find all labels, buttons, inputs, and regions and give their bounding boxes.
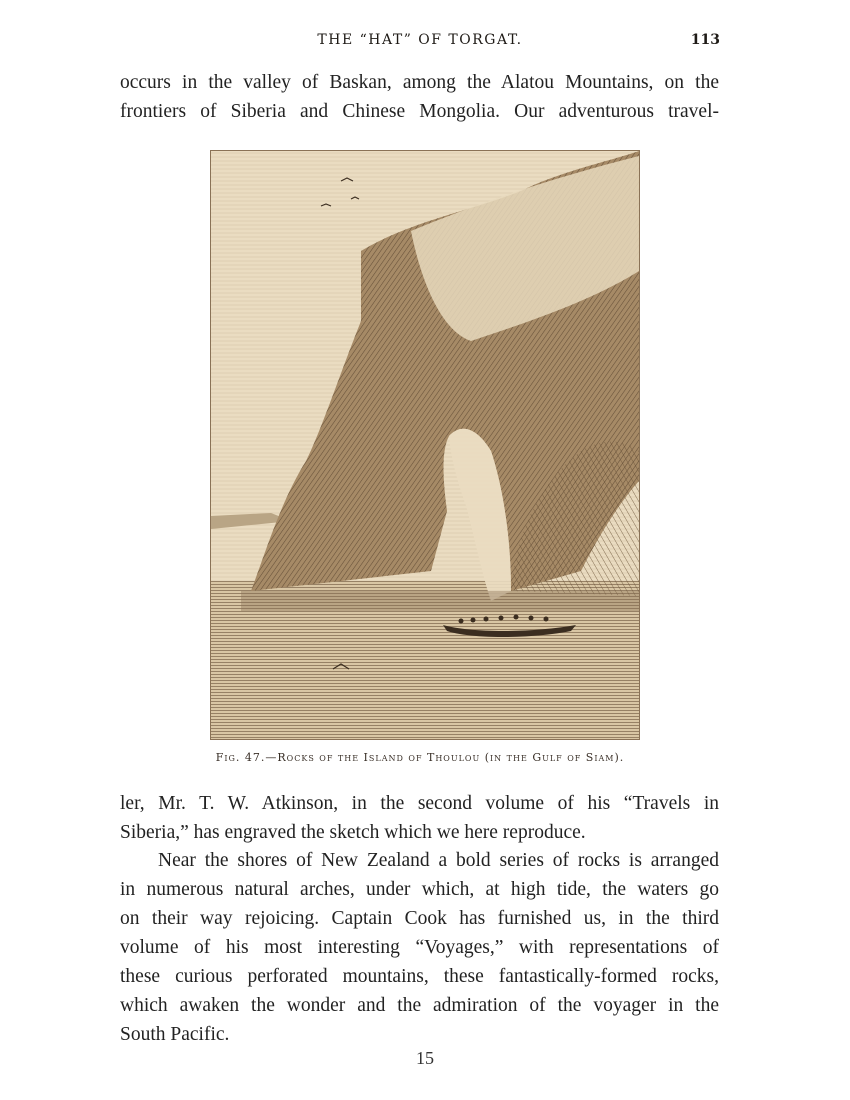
paragraph-mid (120, 789, 719, 847)
signature-mark: 15 (416, 1048, 434, 1068)
text-line: in numerous natural arches, under which, at high tide, the waters go (120, 879, 719, 900)
text-line: South Pacific. (120, 1024, 230, 1045)
paragraph-bottom (120, 846, 719, 1049)
page-number: 113 (690, 32, 720, 48)
figure-caption: Fig. 47.—Rocks of the Island of Thoulou (in the Gulf of Siam). (215, 751, 625, 764)
engraving-illustration (210, 150, 640, 740)
running-title: THE “HAT” OF TORGAT. (317, 32, 523, 48)
text-line: Siberia,” has engraved the sketch which we here reproduce. (120, 822, 586, 843)
text-line: ler, Mr. T. W. Atkinson, in the second volume of his “Travels in (120, 793, 719, 814)
running-head (120, 30, 720, 52)
text-line: these curious perforated mountains, these fantastically-formed rocks, (120, 966, 719, 987)
text-line: frontiers of Siberia and Chinese Mongolia. Our adventurous travel- (120, 101, 719, 122)
text-line: which awaken the wonder and the admiration of the voyager in the (120, 995, 719, 1016)
text-line: volume of his most interesting “Voyages,” with representations of (120, 937, 719, 958)
text-line: on their way rejoicing. Captain Cook has furnished us, in the third (120, 908, 719, 929)
text-line: occurs in the valley of Baskan, among the Alatou Mountains, on the (120, 72, 719, 93)
paragraph-top (120, 68, 719, 126)
text-line: Near the shores of New Zealand a bold series of rocks is arranged (158, 850, 719, 871)
